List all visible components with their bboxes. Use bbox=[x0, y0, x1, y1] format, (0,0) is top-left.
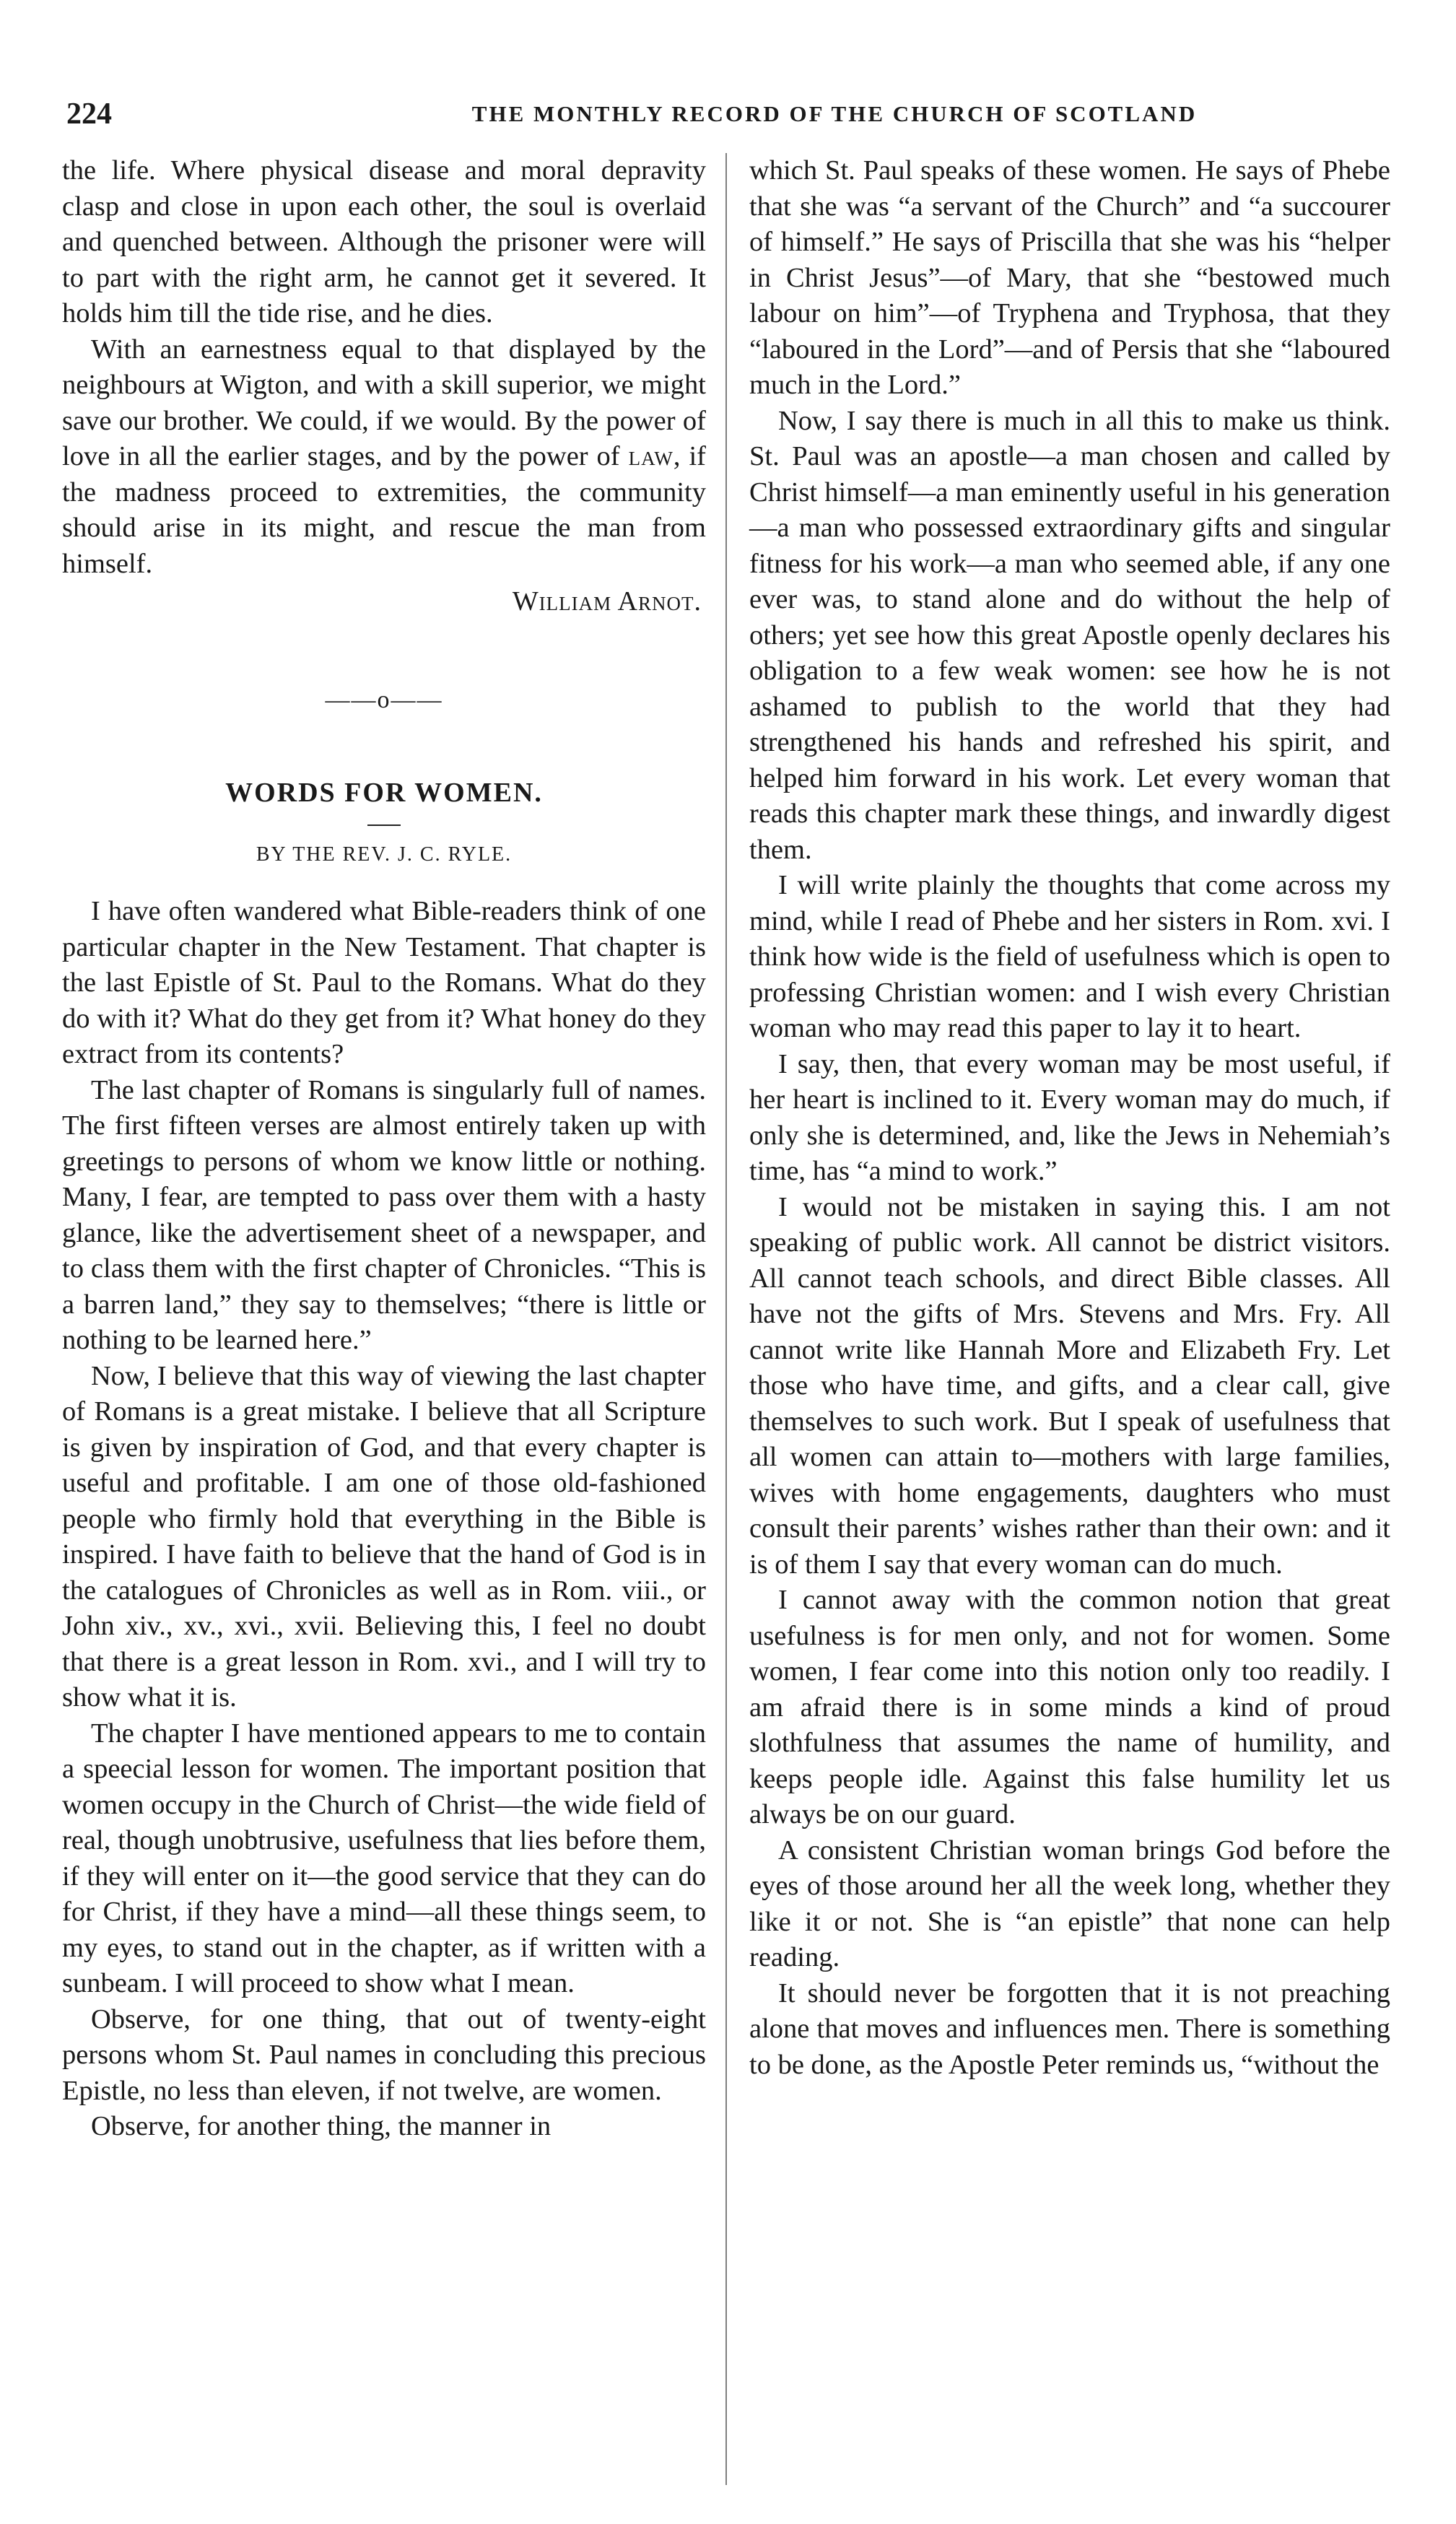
right-column bbox=[742, 153, 1390, 2485]
page bbox=[62, 94, 1390, 2491]
article-paragraph: which St. Paul speaks of these women. He says of Phebe that she was “a servant of the Church” and “a succourer of himself.” He says of Priscilla that she was his “helper in Christ Jesus”—of Mary, that she “bestowed much labour on him”—of Tryphena and Tryphosa, that they “laboured in the Lord”—and of Persis that she “laboured much in the Lord.” bbox=[749, 155, 1390, 400]
article-paragraph: The last chapter of Romans is singularly full of names. The first fifteen verses are almost entirely taken up with greetings to persons of whom we know little or nothing. Many, I fear, are tempted to pass over them with a hasty glance, like the advertisement sheet of a newspaper, and to class them with the first chapter of Chronicles. “This is a barren land,” they say to themselves; “there is little or nothing to be learned here.” bbox=[62, 1074, 706, 1355]
left-paragraph-2 bbox=[62, 332, 706, 583]
page-number: 224 bbox=[66, 97, 112, 131]
column-rule bbox=[725, 153, 727, 2485]
article-title: WORDS FOR WOMEN. bbox=[225, 778, 543, 808]
article-paragraph: Observe, for another thing, the manner in bbox=[91, 2111, 552, 2141]
article-paragraph: Observe, for one thing, that out of twenty-eight persons whom St. Paul names in concluding this precious Epistle, no less than eleven, if not twelve, are women. bbox=[62, 2003, 706, 2106]
law-word: law bbox=[628, 441, 673, 471]
article-paragraph: I have often wandered what Bible-readers think of one particular chapter in the New Testament. That chapter is the last Epistle of St. Paul to the Romans. What do they do with it? What do they get from it? What honey do they extract from its contents? bbox=[62, 896, 706, 1069]
article-paragraph: Now, I say there is much in all this to make us think. St. Paul was an apostle—a man chosen and called by Christ himself—a man eminently useful in his generation—a man who possessed extraordinary gifts and singular fitness for his work—a man who seemed able, if any one ever was, to stand alone and do without the help of others; yet see how this great Apostle openly declares his obligation to a few weak women: see how he is not ashamed to publish to the world that they had strengthened his hands and refreshed his spirit, and helped him forward in his work. Let every woman that reads this chapter mark these things, and inwardly digest them. bbox=[749, 405, 1390, 865]
article-paragraph: The chapter I have mentioned appears to me to contain a speecial lesson for women. The important position that women occupy in the Church of Christ—the wide field of real, though unobtrusive, usefulness that lies before them, if they will enter on it—the good service that they can do for Christ, if they have a mind—all these things seem, to my eyes, to stand out in the chapter, as if written with a sunbeam. I will proceed to show what I mean. bbox=[62, 1718, 706, 1998]
left-paragraph-2-part-1: With an earnestness equal to that displayed by the neighbours at Wigton, and with a skill superior, we might save our brother. We could, if we would. By the power of love in all the earlier stages, and by the power of bbox=[62, 334, 706, 471]
running-head: THE MONTHLY RECORD OF THE CHURCH OF SCOTLAND bbox=[471, 101, 1198, 126]
left-paragraph-2-part-2: , if the madness proceed to extremities, the community should arise in its might, and rescue the man from himself. bbox=[62, 441, 706, 579]
article-paragraph: A consistent Christian woman brings God before the eyes of those around her all the week long, whether they like it or not. She is “an epistle” that none can help reading. bbox=[749, 1835, 1390, 1972]
article-paragraph: It should never be forgotten that it is not preaching alone that moves and influences men. There is something to be done, as the Apostle Peter reminds us, “without the bbox=[749, 1977, 1390, 2080]
article-paragraph: I say, then, that every woman may be most useful, if her heart is inclined to it. Every woman may do much, if only she is determined, and, like the Jews in Nehemiah’s time, has “a mind to work.” bbox=[749, 1048, 1390, 1186]
left-column bbox=[62, 153, 710, 2485]
article-paragraph: I cannot away with the common notion that great usefulness is for men only, and not for women. Some women, I fear come into this notion only too readily. I am afraid there is in some minds a kind of proud slothfulness that assumes the name of humility, and keeps people idle. Against this false humility let us always be on our guard. bbox=[749, 1585, 1390, 1829]
text-columns bbox=[62, 153, 1390, 2485]
left-paragraph-continued: the life. Where physical disease and moral depravity clasp and close in upon each other, the soul is overlaid and quenched between. Although the prisoner were will to part with the right arm, he cannot get it severed. It holds him till the tide rise, and he dies. bbox=[62, 155, 706, 328]
article-paragraph: I will write plainly the thoughts that come across my mind, while I read of Phebe and her sisters in Rom. xvi. I think how wide is the field of usefulness which is open to professing Christian women: and I wish every Christian woman who may read this paper to lay it to heart. bbox=[749, 870, 1390, 1043]
section-divider: ——o—— bbox=[325, 687, 443, 713]
article-paragraph: Now, I believe that this way of viewing the last chapter of Romans is a great mistake. I believe that all Scripture is given by inspiration of God, and that every chapter is useful and profitable. I am one of those old-fashioned people who firmly hold that everything in the Bible is inspired. I have faith to believe that the hand of God is in the catalogues of Chronicles as well as in Rom. viii., or John xiv., xv., xvi., xvii. Believing this, I feel no doubt that there is a great lesson in Rom. xvi., and I will try to show what it is. bbox=[62, 1360, 706, 1713]
author-signature: William Arnot. bbox=[512, 586, 702, 617]
title-rule bbox=[367, 824, 401, 826]
article-byline: BY THE REV. J. C. RYLE. bbox=[256, 843, 513, 866]
page-header bbox=[62, 94, 1390, 137]
article-paragraph: I would not be mistaken in saying this. I am not speaking of public work. All cannot be district visitors. All cannot teach schools, and direct Bible classes. All have not the gifts of Mrs. Stevens and Mrs. Fry. All cannot write like Hannah More and Elizabeth Fry. Let those who have time, and gifts, and a clear call, give themselves to such work. But I speak of usefulness that all women can attain to—mothers with large families, wives with home engagements, daughters who must consult their parents’ wishes rather than their own: and it is of them I say that every woman can do much. bbox=[749, 1191, 1390, 1580]
